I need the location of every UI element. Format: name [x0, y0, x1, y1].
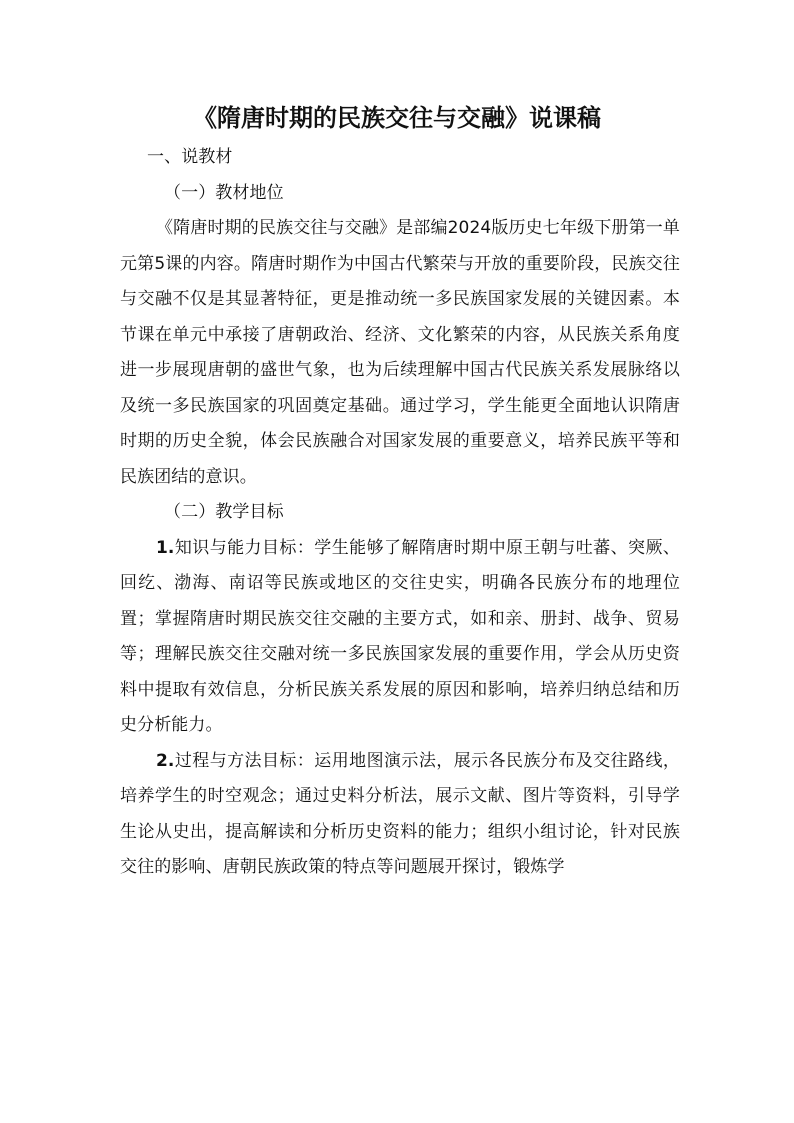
page-title: 《隋唐时期的民族交往与交融》说课稿	[193, 104, 601, 132]
paragraph-textbook-position: 《隋唐时期的民族交往与交融》是部编2024版历史七年级下册第一单元第5课的内容。隋唐时期作为中国古代繁荣与开放的重要阶段，民族交往与交融不仅是其显著特征，更是推动统一多民族国家发展的关键因素。本节课在单元中承接了唐朝政治、经济、文化繁荣的内容，从民族关系角度进一步展现唐朝的盛世气象，也为后续理解中国古代民族关系发展脉络以及统一多民族国家的巩固奠定基础。通过学习，学生能更全面地认识隋唐时期的历史全貌，体会民族融合对国家发展的重要意义，培养民族平等和民族团结的意识。	[120, 218, 680, 487]
paragraph-goal-process	[120, 744, 680, 886]
document-body	[120, 140, 680, 886]
goal-number: 2.	[156, 750, 175, 771]
paragraph-goal-knowledge	[120, 531, 680, 744]
goal-number: 1.	[156, 537, 175, 558]
goal-text: 过程与方法目标：运用地图演示法，展示各民族分布及交往路线，培养学生的时空观念；通过史料分析法，展示文献、图片等资料，引导学生论从史出，提高解读和分析历史资料的能力；组织小组讨论，针对民族交往的影响、唐朝民族政策的特点等问题展开探讨，锻炼学	[120, 750, 680, 877]
goal-text: 知识与能力目标：学生能够了解隋唐时期中原王朝与吐蕃、突厥、回纥、渤海、南诏等民族或地区的交往史实，明确各民族分布的地理位置；掌握隋唐时期民族交往交融的主要方式，如和亲、册封、战争、贸易等；理解民族交往交融对统一多民族国家发展的重要作用，学会从历史资料中提取有效信息，分析民族关系发展的原因和影响，培养归纳总结和历史分析能力。	[120, 537, 680, 735]
section-heading-textbook: 一、说教材	[147, 147, 233, 167]
subsection-heading-goals: （二）教学目标	[164, 502, 284, 522]
subsection-heading-position: （一）教材地位	[164, 182, 284, 203]
